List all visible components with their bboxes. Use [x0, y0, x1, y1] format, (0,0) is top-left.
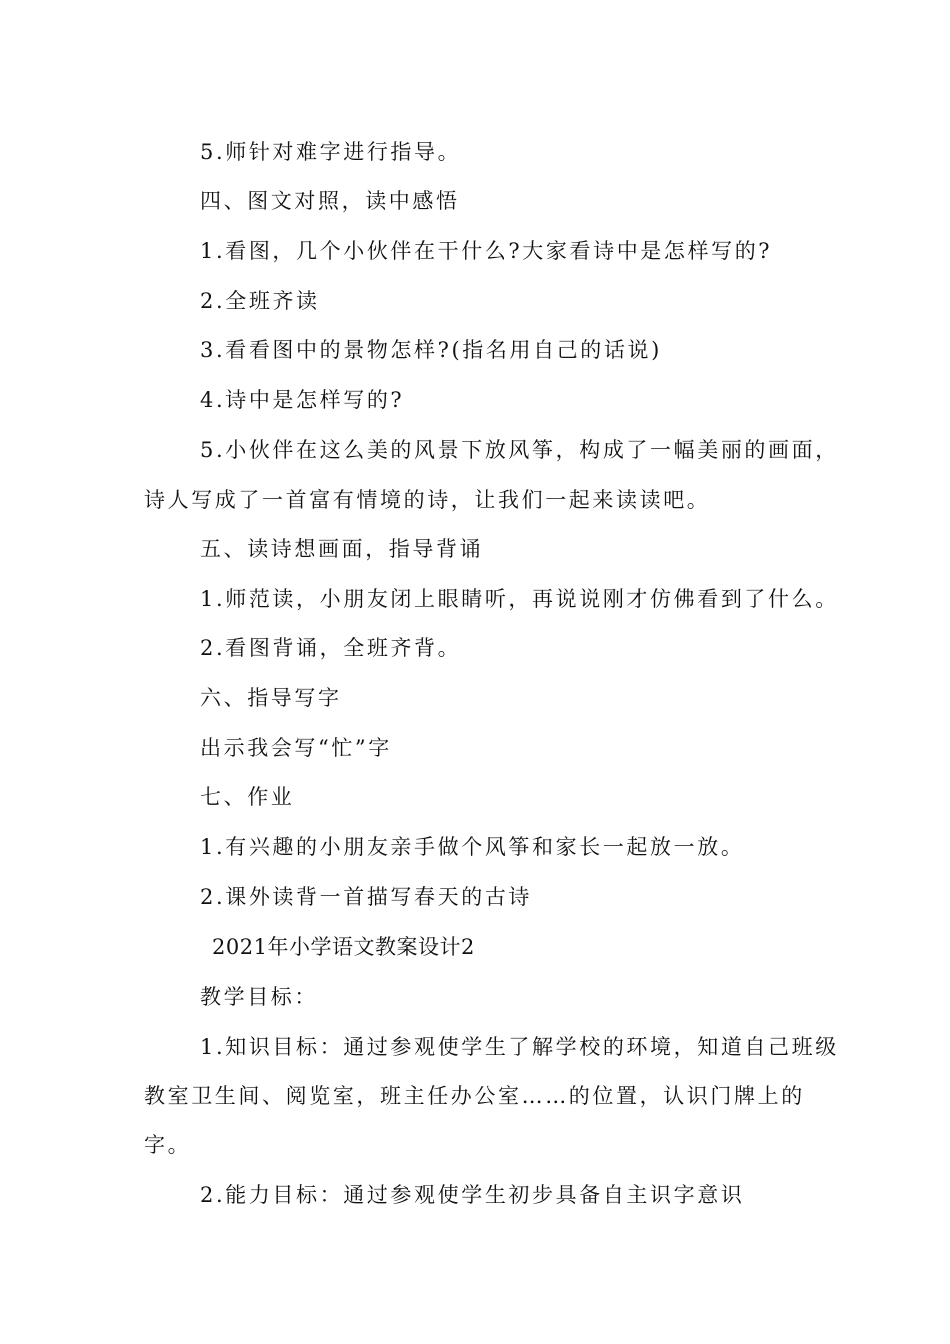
paragraph-line: 诗人写成了一首富有情境的诗，让我们一起来读读吧。: [144, 488, 711, 512]
paragraph-line: 1.师范读，小朋友闭上眼睛听，再说说刚才仿佛看到了什么。: [200, 587, 839, 611]
paragraph-line: 1.看图，几个小伙伴在干什么?大家看诗中是怎样写的?: [200, 239, 773, 263]
paragraph-line: 5.师针对难字进行指导。: [200, 140, 462, 164]
section-heading: 六、指导写字: [200, 686, 342, 710]
paragraph-line: 5.小伙伴在这么美的风景下放风筝，构成了一幅美丽的画面，: [200, 438, 839, 462]
paragraph-line: 字。: [144, 1133, 192, 1157]
paragraph-line: 2.看图背诵，全班齐背。: [200, 636, 462, 660]
section-heading: 四、图文对照，读中感悟: [200, 189, 460, 213]
paragraph-line: 2.能力目标：通过参观使学生初步具备自主识字意识: [200, 1183, 745, 1207]
paragraph-line: 出示我会写“忙”字: [200, 736, 392, 760]
paragraph-line: 2.全班齐读: [200, 289, 320, 313]
section-heading: 七、作业: [200, 785, 295, 809]
section-heading: 五、读诗想画面，指导背诵: [200, 537, 484, 561]
paragraph-line: 1.知识目标：通过参观使学生了解学校的环境，知道自己班级: [200, 1035, 839, 1059]
section-heading: 教学目标：: [200, 985, 318, 1009]
paragraph-line: 3.看看图中的景物怎样?(指名用自己的话说): [200, 338, 662, 362]
paragraph-line: 教室卫生间、阅览室，班主任办公室……的位置，认识门牌上的: [144, 1084, 805, 1108]
paragraph-line: 4.诗中是怎样写的?: [200, 388, 405, 412]
paragraph-line: 2.课外读背一首描写春天的古诗: [200, 885, 533, 909]
document-title: 2021年小学语文教案设计2: [212, 935, 475, 959]
paragraph-line: 1.有兴趣的小朋友亲手做个风筝和家长一起放一放。: [200, 835, 745, 859]
